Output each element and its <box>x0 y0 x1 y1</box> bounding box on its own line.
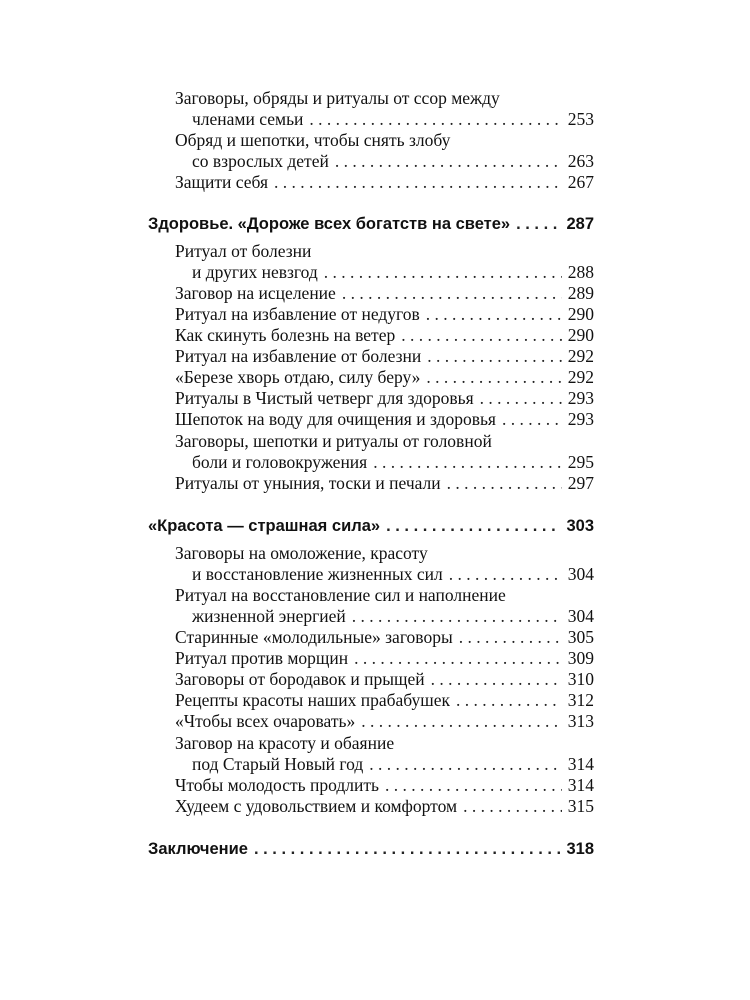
toc-entry[interactable]: жизненной энергией . . . 304 <box>192 606 594 627</box>
page-number: 263 <box>567 151 594 171</box>
dot-leader <box>480 388 562 409</box>
dot-leader <box>274 172 562 193</box>
page-number: 292 <box>567 346 594 366</box>
toc-entry[interactable]: Ритуал на избавление от недугов . . . 290 <box>175 304 594 325</box>
page-number: 290 <box>567 325 594 345</box>
toc-section-heading[interactable]: Заключение . . . 318 <box>148 840 594 859</box>
page-number: 287 <box>566 215 594 233</box>
page-number: 288 <box>567 262 594 282</box>
toc-entry[interactable]: Как скинуть болезнь на ветер . . . 290 <box>175 325 594 346</box>
toc-entry-line: Заговоры на омоложение, красоту <box>175 543 428 563</box>
page-number: 304 <box>567 606 594 626</box>
toc-section-heading[interactable]: Здоровье. «Дороже всех богатств на свете» . . . 287 <box>148 215 594 234</box>
toc-entry[interactable]: Ритуал против морщин . . . 309 <box>175 648 594 669</box>
toc-entry[interactable]: «Березе хворь отдаю, силу беру» . . . 292 <box>175 367 594 388</box>
toc-entry[interactable]: Ритуал на избавление от болезни . . . 292 <box>175 346 594 367</box>
page-number: 312 <box>567 690 594 710</box>
toc-entry-line: Ритуал от болезни <box>175 241 312 261</box>
dot-leader <box>431 669 562 690</box>
toc-entry[interactable]: и других невзгод . . . 288 <box>192 262 594 283</box>
dot-leader <box>335 151 562 172</box>
toc-entry[interactable]: Защити себя . . . 267 <box>175 172 594 193</box>
dot-leader <box>352 606 562 627</box>
page-number: 293 <box>567 409 594 429</box>
dot-leader <box>324 262 562 283</box>
dot-leader <box>373 452 562 473</box>
toc-entry[interactable]: Чтобы молодость продлить . . . 314 <box>175 775 594 796</box>
toc-entry[interactable]: Шепоток на воду для очищения и здоровья . . . 293 <box>175 409 594 430</box>
toc-entry-line: Заговоры, обряды и ритуалы от ссор между <box>175 88 500 108</box>
page-number: 253 <box>567 109 594 129</box>
dot-leader <box>309 109 561 130</box>
toc-entry-line: Заговор на красоту и обаяние <box>175 733 395 753</box>
page-number: 314 <box>567 775 594 795</box>
dot-leader <box>254 840 561 859</box>
toc-entry[interactable]: Худеем с удовольствием и комфортом . . . 315 <box>175 796 594 817</box>
toc-entry[interactable]: членами семьи . . . 253 <box>192 109 594 130</box>
page-number: 303 <box>566 517 594 535</box>
dot-leader <box>361 711 562 732</box>
page-number: 295 <box>567 452 594 472</box>
dot-leader <box>385 775 562 796</box>
toc-entry[interactable]: боли и головокружения . . . 295 <box>192 452 594 473</box>
page-number: 310 <box>567 669 594 689</box>
dot-leader <box>426 367 561 388</box>
dot-leader <box>401 325 562 346</box>
page-number: 293 <box>567 388 594 408</box>
dot-leader <box>456 690 562 711</box>
page-number: 305 <box>567 627 594 647</box>
toc-entry[interactable]: и восстановление жизненных сил . . . 304 <box>192 564 594 585</box>
dot-leader <box>463 796 562 817</box>
page-number: 297 <box>567 473 594 493</box>
dot-leader <box>447 473 562 494</box>
dot-leader <box>426 304 562 325</box>
page-number: 309 <box>567 648 594 668</box>
toc-entry[interactable]: Рецепты красоты наших прабабушек . . . 312 <box>175 690 594 711</box>
page-number: 267 <box>567 172 594 192</box>
dot-leader <box>342 283 562 304</box>
toc-entry[interactable]: Заговор на исцеление . . . 289 <box>175 283 594 304</box>
toc-entry[interactable]: Ритуалы от уныния, тоски и печали . . . 297 <box>175 473 594 494</box>
page-number: 315 <box>567 796 594 816</box>
dot-leader <box>516 215 560 234</box>
page-number: 289 <box>567 283 594 303</box>
toc-entry[interactable]: под Старый Новый год . . . 314 <box>192 754 594 775</box>
toc-entry[interactable]: со взрослых детей . . . 263 <box>192 151 594 172</box>
page-number: 304 <box>567 564 594 584</box>
toc-entry-line: Заговоры, шепотки и ритуалы от головной <box>175 431 492 451</box>
dot-leader <box>502 409 562 430</box>
dot-leader <box>449 564 562 585</box>
dot-leader <box>427 346 562 367</box>
page-number: 290 <box>567 304 594 324</box>
toc-entry[interactable]: Старинные «молодильные» заговоры . . . 305 <box>175 627 594 648</box>
toc-entry-line: Обряд и шепотки, чтобы снять злобу <box>175 130 451 150</box>
toc-section-heading[interactable]: «Красота — страшная сила» . . . 303 <box>148 517 594 536</box>
page-number: 314 <box>567 754 594 774</box>
dot-leader <box>459 627 562 648</box>
toc-entry-line: Ритуал на восстановление сил и наполнение <box>175 585 506 605</box>
toc-entry[interactable]: «Чтобы всех очаровать» . . . 313 <box>175 711 594 732</box>
page-number: 292 <box>567 367 594 387</box>
dot-leader <box>354 648 562 669</box>
dot-leader <box>386 517 560 536</box>
toc-entry[interactable]: Ритуалы в Чистый четверг для здоровья . . . 293 <box>175 388 594 409</box>
dot-leader <box>369 754 562 775</box>
toc-entry[interactable]: Заговоры от бородавок и прыщей . . . 310 <box>175 669 594 690</box>
page-number: 313 <box>567 711 594 731</box>
page-number: 318 <box>566 840 594 858</box>
